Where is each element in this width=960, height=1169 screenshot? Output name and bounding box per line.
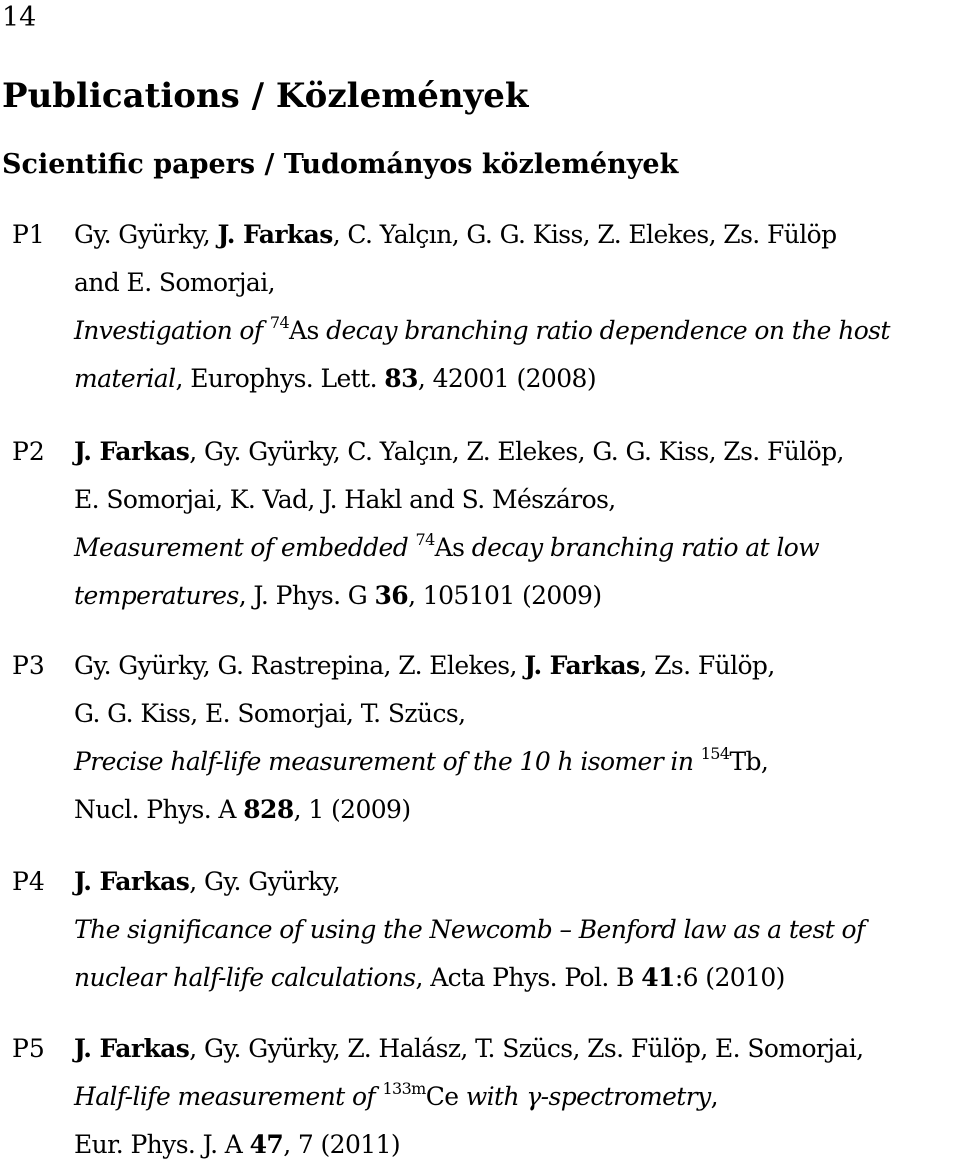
title-line [74, 738, 958, 786]
volume: 828 [243, 795, 294, 824]
title-line [74, 1073, 958, 1121]
citation-line [74, 954, 958, 1002]
subsection-title: Scientific papers / Tudományos közlemények [2, 149, 679, 180]
journal: , Europhys. Lett. [175, 364, 385, 393]
author-highlight: J. Farkas [524, 651, 640, 680]
pages: , 1 (2009) [293, 795, 411, 824]
authors-line [74, 211, 958, 259]
section-title: Publications / Közlemények [2, 76, 529, 116]
publication-body [74, 428, 958, 620]
authors-line [74, 642, 958, 690]
citation-line [74, 786, 958, 834]
journal: , Acta Phys. Pol. B [415, 963, 642, 992]
authors-text: , Gy. Gyürky, Z. Halász, T. Szücs, Zs. Fülöp, E. Somorjai, [189, 1034, 864, 1063]
title-text: material [74, 364, 176, 393]
isotope-symbol: Ce [425, 1082, 459, 1111]
journal: , J. Phys. G [238, 581, 375, 610]
publication-body [74, 211, 958, 403]
authors-line: and E. Somorjai, [74, 268, 275, 297]
authors-line: G. G. Kiss, E. Somorjai, T. Szücs, [74, 699, 466, 728]
title-text: with γ-spectrometry [458, 1082, 711, 1111]
authors-line [74, 858, 958, 906]
isotope-symbol: As [434, 533, 465, 562]
title-text: Precise half-life measurement of the 10 h isomer in [74, 747, 701, 776]
title-line: The significance of using the Newcomb – Benford law as a test of [74, 915, 865, 944]
title-text: , [710, 1082, 718, 1111]
pages: , 42001 (2008) [417, 364, 596, 393]
publication-label: P4 [12, 867, 45, 896]
isotope-symbol: Tb [729, 747, 761, 776]
author-highlight: J. Farkas [74, 1034, 190, 1063]
isotope-mass: 74 [415, 529, 435, 549]
publication-label: P2 [12, 437, 45, 466]
authors-text: , Gy. Gyürky, [189, 867, 341, 896]
isotope-mass: 133m [382, 1078, 426, 1098]
volume: 83 [384, 364, 418, 393]
title-line [74, 524, 958, 572]
journal: Nucl. Phys. A [74, 795, 244, 824]
title-text: temperatures [74, 581, 239, 610]
citation-line [74, 572, 958, 620]
page-number: 14 [2, 2, 37, 33]
authors-text: Gy. Gyürky, [74, 220, 218, 249]
isotope-symbol: As [289, 316, 319, 345]
title-line [74, 307, 958, 355]
isotope-mass: 154 [700, 743, 730, 763]
isotope-mass: 74 [269, 312, 290, 332]
authors-text: , Zs. Fülöp, [639, 651, 775, 680]
journal: Eur. Phys. J. A [74, 1130, 250, 1159]
publication-label: P3 [12, 651, 45, 680]
pages: , 105101 (2009) [408, 581, 602, 610]
title-text: decay branching ratio at low [464, 533, 820, 562]
author-highlight: J. Farkas [74, 867, 190, 896]
authors-text: Gy. Gyürky, G. Rastrepina, Z. Elekes, [74, 651, 525, 680]
title-text: , [760, 747, 769, 776]
volume: 41 [641, 963, 675, 992]
authors-line: E. Somorjai, K. Vad, J. Hakl and S. Mészáros, [74, 485, 616, 514]
title-text: decay branching ratio dependence on the host [318, 316, 890, 345]
pages: , 7 (2011) [283, 1130, 401, 1159]
volume: 36 [374, 581, 409, 610]
publication-label: P5 [12, 1034, 45, 1063]
author-highlight: J. Farkas [217, 220, 333, 249]
author-highlight: J. Farkas [74, 437, 190, 466]
title-text: Half-life measurement of [74, 1082, 383, 1111]
citation-line [74, 1121, 958, 1169]
citation-line [74, 355, 958, 403]
authors-text: , Gy. Gyürky, C. Yalçın, Z. Elekes, G. G. Kiss, Zs. Fülöp, [189, 437, 844, 466]
title-text: Investigation of [74, 316, 270, 345]
title-text: Measurement of embedded [74, 533, 416, 562]
publication-body [74, 642, 958, 834]
pages: :6 (2010) [674, 963, 785, 992]
publication-label: P1 [12, 220, 45, 249]
authors-text: , C. Yalçın, G. G. Kiss, Z. Elekes, Zs. Fülöp [332, 220, 837, 249]
publication-body [74, 1025, 958, 1169]
authors-line [74, 428, 958, 476]
authors-line [74, 1025, 958, 1073]
publication-body [74, 858, 958, 1002]
volume: 47 [249, 1130, 284, 1159]
title-text: nuclear half-life calculations [74, 963, 416, 992]
